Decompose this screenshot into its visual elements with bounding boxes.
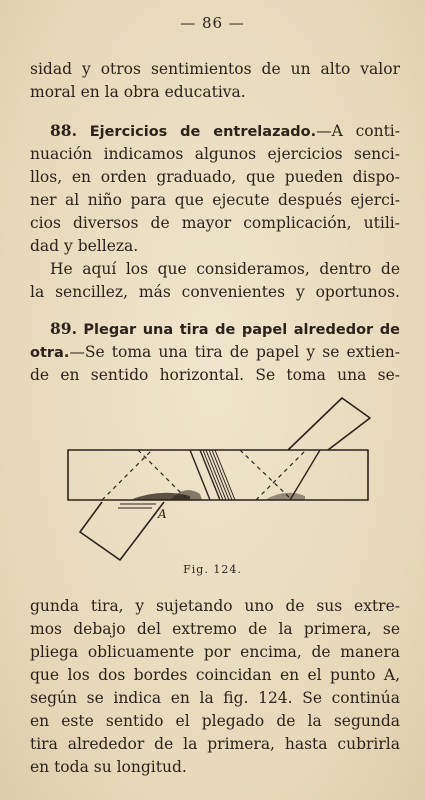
text-line: de en sentido horizontal. Se toma una se- — [30, 366, 400, 384]
section-89-heading-line — [50, 318, 400, 341]
text-line: gunda tira, y sujetando uno de sus extre- — [30, 597, 400, 615]
text-line: cios diversos de mayor complicación, utili- — [30, 214, 400, 232]
text-line: ner al niño para que ejecute después ejerci- — [30, 191, 400, 209]
text-line: nuación indicamos algunos ejercicios senci- — [30, 145, 400, 163]
section-title-continuation: otra. — [30, 345, 70, 361]
text-line: según se indica en la fig. 124. Se continúa — [30, 689, 400, 707]
section-number: 88. — [50, 121, 77, 140]
lower-diagonal-strip — [80, 502, 164, 560]
text-line: dad y belleza. — [30, 237, 139, 255]
text-line: que los dos bordes coincidan en el punto A, — [30, 666, 400, 684]
point-a-label: A — [158, 507, 167, 521]
text-line: tira alrededor de la primera, hasta cubrirla — [30, 735, 400, 753]
section-title: Ejercicios de entrelazado. — [89, 124, 317, 140]
text-line: otra.—Se toma una tira de papel y se extien- — [30, 343, 400, 361]
text-line: moral en la obra educativa. — [30, 83, 246, 101]
text-line: He aquí los que consideramos, dentro de — [50, 260, 400, 278]
text-line: pliega oblicuamente por encima, de manera — [30, 643, 400, 661]
text-line: llos, en orden graduado, que pueden dispo- — [30, 168, 400, 186]
figure-caption: Fig. 124. — [183, 563, 242, 576]
page-number: — 86 — — [180, 14, 245, 32]
text-line: sidad y otros sentimientos de un alto valor — [30, 60, 400, 78]
section-number: 89. — [50, 319, 77, 338]
section-88-heading-line: 88. Ejercicios de entrelazado.—A conti- — [50, 121, 400, 140]
upper-diagonal-strip — [288, 398, 370, 450]
text-line: en toda su longitud. — [30, 758, 187, 776]
text-line: la sencillez, más convenientes y oportunos. — [30, 283, 400, 301]
section-title: Plegar una tira de papel alrededor de — [83, 322, 400, 338]
paper-strip-folding-figure — [60, 392, 380, 562]
text-line: en este sentido el plegado de la segunda — [30, 712, 400, 730]
text-line: mos debajo del extremo de la primera, se — [30, 620, 400, 638]
